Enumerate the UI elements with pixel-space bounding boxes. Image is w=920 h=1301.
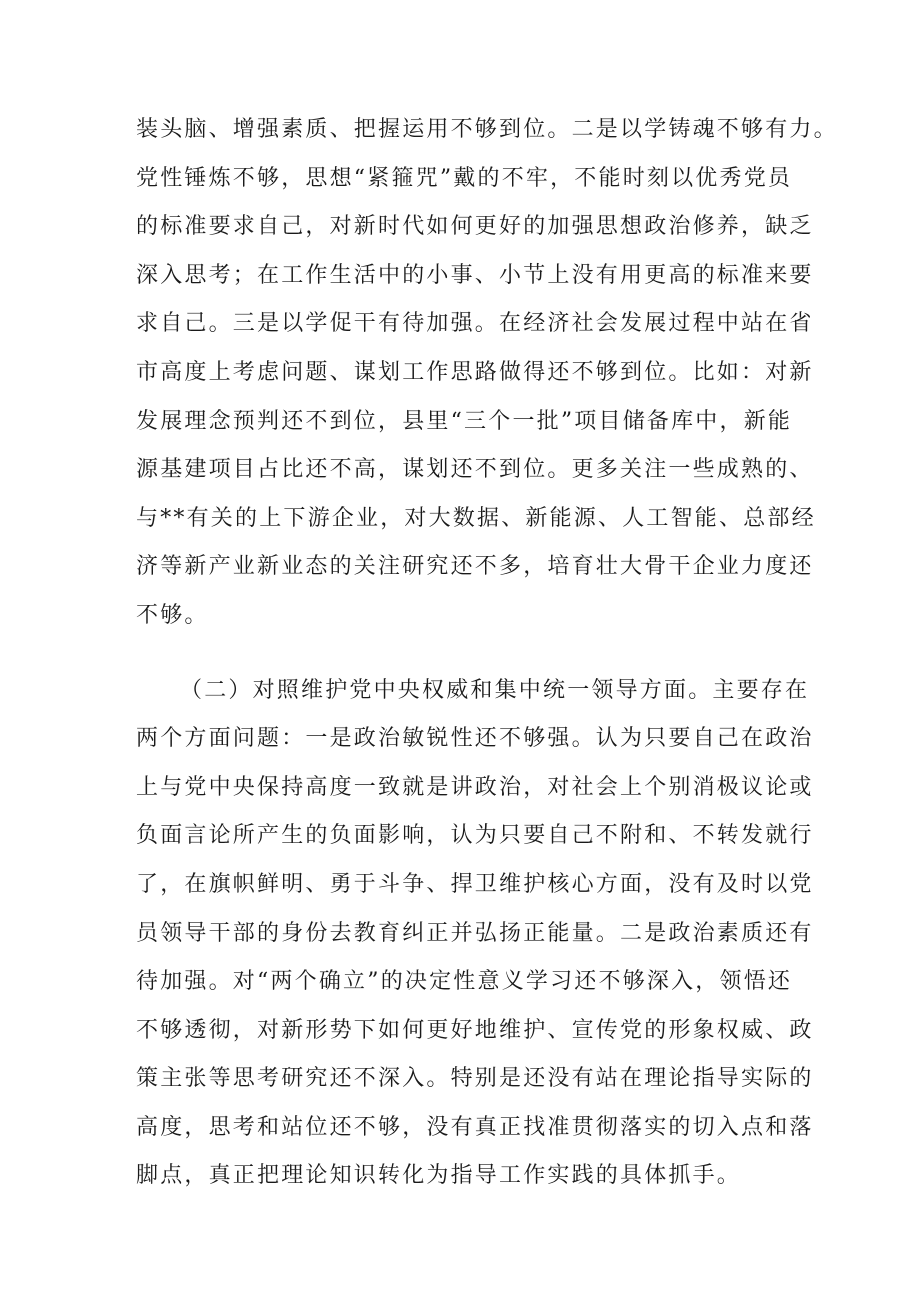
- text-line: 员领导干部的身份去教育纠正并弘扬正能量。二是政治素质还有: [136, 920, 814, 946]
- section-heading-line: （二）对照维护党中央权威和集中统一领导方面。主要存在: [180, 677, 810, 703]
- text-line: 高度，思考和站位还不够，没有真正找准贯彻落实的切入点和落: [136, 1114, 814, 1140]
- paragraph-1: [136, 106, 838, 641]
- text-line: 上与党中央保持高度一致就是讲政治，对社会上个别消极议论或: [136, 774, 814, 800]
- text-line: 党性锤炼不够，思想“紧箍咒”戴的不牢，不能时刻以优秀党员: [136, 165, 793, 191]
- text-line: 了，在旗帜鲜明、勇于斗争、捍卫维护核心方面，没有及时以党: [136, 871, 814, 897]
- text-line: 负面言论所产生的负面影响，认为只要自己不附和、不转发就行: [136, 823, 814, 849]
- text-line: 待加强。对“两个确立”的决定性意义学习还不够深入，领悟还: [136, 969, 793, 995]
- text-line: 与**有关的上下游企业，对大数据、新能源、人工智能、总部经: [136, 505, 816, 531]
- text-line: 发展理念预判还不到位，县里“三个一批”项目储备库中，新能: [136, 408, 793, 434]
- paragraph-2: [136, 667, 814, 1202]
- text-line: 不够。: [136, 602, 209, 628]
- text-line: 脚点，真正把理论知识转化为指导工作实践的具体抓手。: [136, 1163, 742, 1189]
- text-line: 市高度上考虑问题、谋划工作思路做得还不够到位。比如：对新: [136, 359, 814, 385]
- text-line: 深入思考；在工作生活中的小事、小节上没有用更高的标准来要: [136, 262, 814, 288]
- text-line: 济等新产业新业态的关注研究还不多，培育壮大骨干企业力度还: [136, 554, 814, 580]
- paragraph-spacer: [136, 641, 796, 667]
- text-line: 求自己。三是以学促干有待加强。在经济社会发展过程中站在省: [136, 311, 814, 337]
- text-line: 源基建项目占比还不高，谋划还不到位。更多关注一些成熟的、: [136, 457, 814, 483]
- document-body: [136, 106, 838, 1201]
- text-line: 不够透彻，对新形势下如何更好地维护、宣传党的形象权威、政: [136, 1017, 814, 1043]
- text-line: 策主张等思考研究还不深入。特别是还没有站在理论指导实际的: [136, 1066, 814, 1092]
- text-line: 装头脑、增强素质、把握运用不够到位。二是以学铸魂不够有力。: [136, 117, 838, 142]
- text-line: 的标准要求自己，对新时代如何更好的加强思想政治修养，缺乏: [136, 214, 814, 240]
- text-line: 两个方面问题：一是政治敏锐性还不够强。认为只要自己在政治: [136, 726, 814, 752]
